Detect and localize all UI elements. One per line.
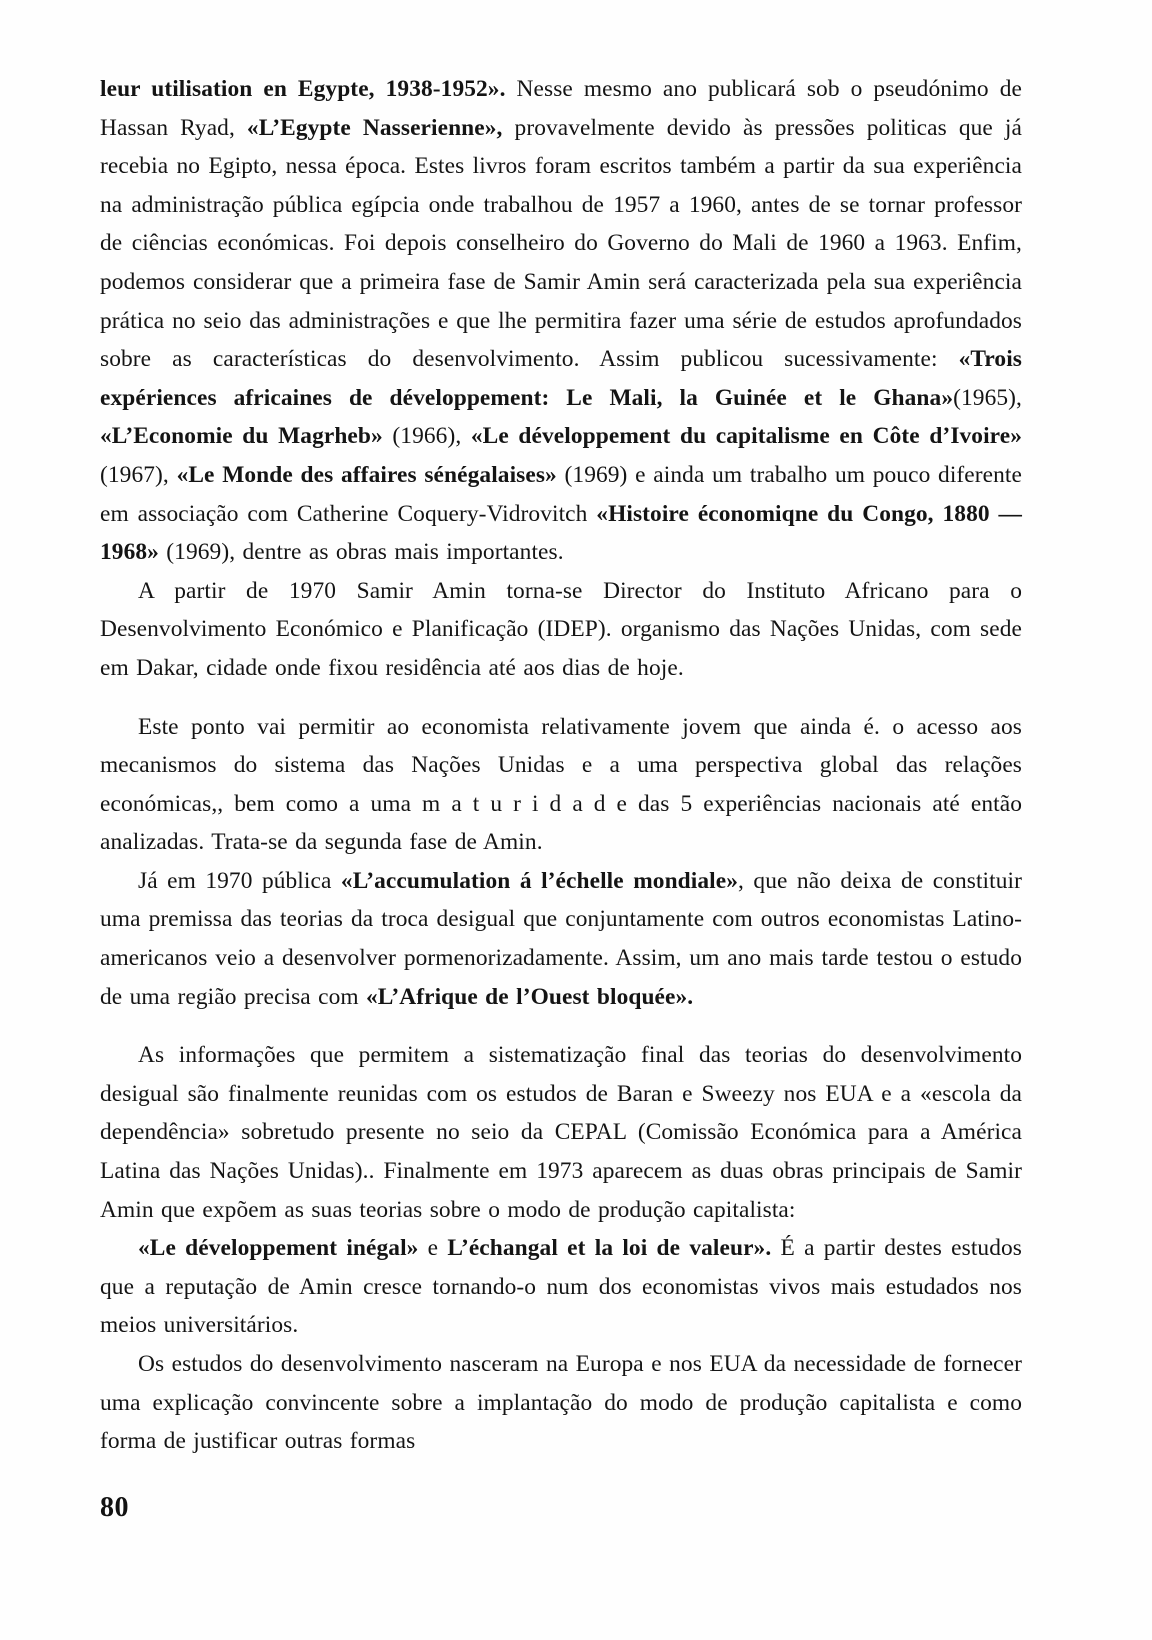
text-run: (1965),	[953, 384, 1022, 411]
paragraph-para-2	[100, 572, 1022, 688]
paragraph-para-3	[100, 708, 1022, 862]
paragraph-para-5	[100, 1036, 1022, 1229]
body-text-column	[100, 70, 1022, 1461]
paragraph-para-7	[100, 1345, 1022, 1461]
text-run: Já em 1970 pública	[138, 867, 341, 894]
emphasis-title: L’échangal et la loi de valeur».	[447, 1235, 772, 1262]
emphasis-title: «Trois expériences africaines de développement: Le Mali, la Guinée et le Ghana»	[100, 346, 1022, 411]
text-run: Este ponto vai permitir ao economista relativamente jovem que ainda é. o acesso aos mecanismos do sistema das Nações Unidas e a uma perspectiva global das relações económicas,, bem como a uma m a t u r i d a d e das 5 experiências nacionais até então analizadas. Trata-se da segunda fase de Amin.	[100, 713, 1022, 856]
emphasis-title: «L’Afrique de l’Ouest bloquée».	[366, 983, 694, 1010]
text-run: , que não deixa de constituir uma premissa das teorias da troca desigual que conjuntamente com outros economistas Latino-americanos veio a desenvolver pormenorizadamente. Assim, um ano mais tarde testou o estudo de uma região precisa com	[100, 867, 1022, 1010]
emphasis-title: «Le Monde des affaires sénégalaises»	[176, 461, 557, 488]
paragraph-para-4	[100, 862, 1022, 1016]
text-run: (1967),	[100, 461, 177, 488]
text-run: e	[418, 1235, 448, 1262]
paragraph-para-1	[100, 70, 1022, 572]
text-run: provavelmente devido às pressões politicas que já recebia no Egipto, nessa época. Estes livros foram escritos também a partir da sua experiência na administração pública egípcia onde trabalhou de 1957 a 1960, antes de se tornar professor de ciências económicas. Foi depois conselheiro do Governo do Mali de 1960 a 1963. Enfim, podemos considerar que a primeira fase de Samir Amin será caracterizada pela sua experiência prática no seio das administrações e que lhe permitira fazer uma série de estudos aprofundados sobre as características do desenvolvimento. Assim publicou sucessivamente:	[100, 114, 1022, 373]
emphasis-title: «Le développement inégal»	[138, 1235, 419, 1262]
emphasis-title: «L’accumulation á l’échelle mondiale»	[340, 867, 739, 894]
text-run: (1969), dentre as obras mais importantes.	[158, 539, 564, 566]
page-number: 80	[100, 1492, 130, 1523]
emphasis-title: «Le développement du capitalisme en Côte d’Ivoire»	[470, 423, 1022, 450]
paragraph-para-6	[100, 1229, 1022, 1345]
text-run: As informações que permitem a sistematização final das teorias do desenvolvimento desigual são finalmente reunidas com os estudos de Baran e Sweezy nos EUA e a «escola da dependência» sobretudo presente no seio da CEPAL (Comissão Económica para a América Latina das Nações Unidas).. Finalmente em 1973 aparecem as duas obras principais de Samir Amin que expõem as suas teorias sobre o modo de produção capitalista:	[100, 1042, 1022, 1223]
emphasis-title: leur utilisation en Egypte, 1938-1952».	[100, 76, 506, 102]
text-run: (1969) e ainda um trabalho um pouco diferente em associação com Catherine Coquery-Vidrovitch	[100, 461, 1023, 527]
text-run: (1966),	[382, 423, 471, 450]
text-run: Nesse mesmo ano publicará sob o pseudónimo de Hassan Ryad,	[100, 76, 1022, 141]
emphasis-title: «L’Economie du Magrheb»	[100, 423, 383, 450]
text-run: Os estudos do desenvolvimento nasceram na Europa e nos EUA da necessidade de fornecer uma explicação convincente sobre a implantação do modo de produção capitalista e como forma de justificar outras formas	[100, 1351, 1022, 1455]
emphasis-title: «Histoire économiqne du Congo, 1880 — 1968»	[100, 500, 1022, 566]
emphasis-title: «L’Egypte Nasserienne»,	[246, 114, 503, 141]
text-run: É a partir destes estudos que a reputação de Amin cresce tornando-o num dos economistas vivos mais estudados nos meios universitários.	[100, 1235, 1022, 1339]
text-run: A partir de 1970 Samir Amin torna-se Director do Instituto Africano para o Desenvolvimento Económico e Planificação (IDEP). organismo das Nações Unidas, com sede em Dakar, cidade onde fixou residência até aos dias de hoje.	[100, 577, 1022, 681]
